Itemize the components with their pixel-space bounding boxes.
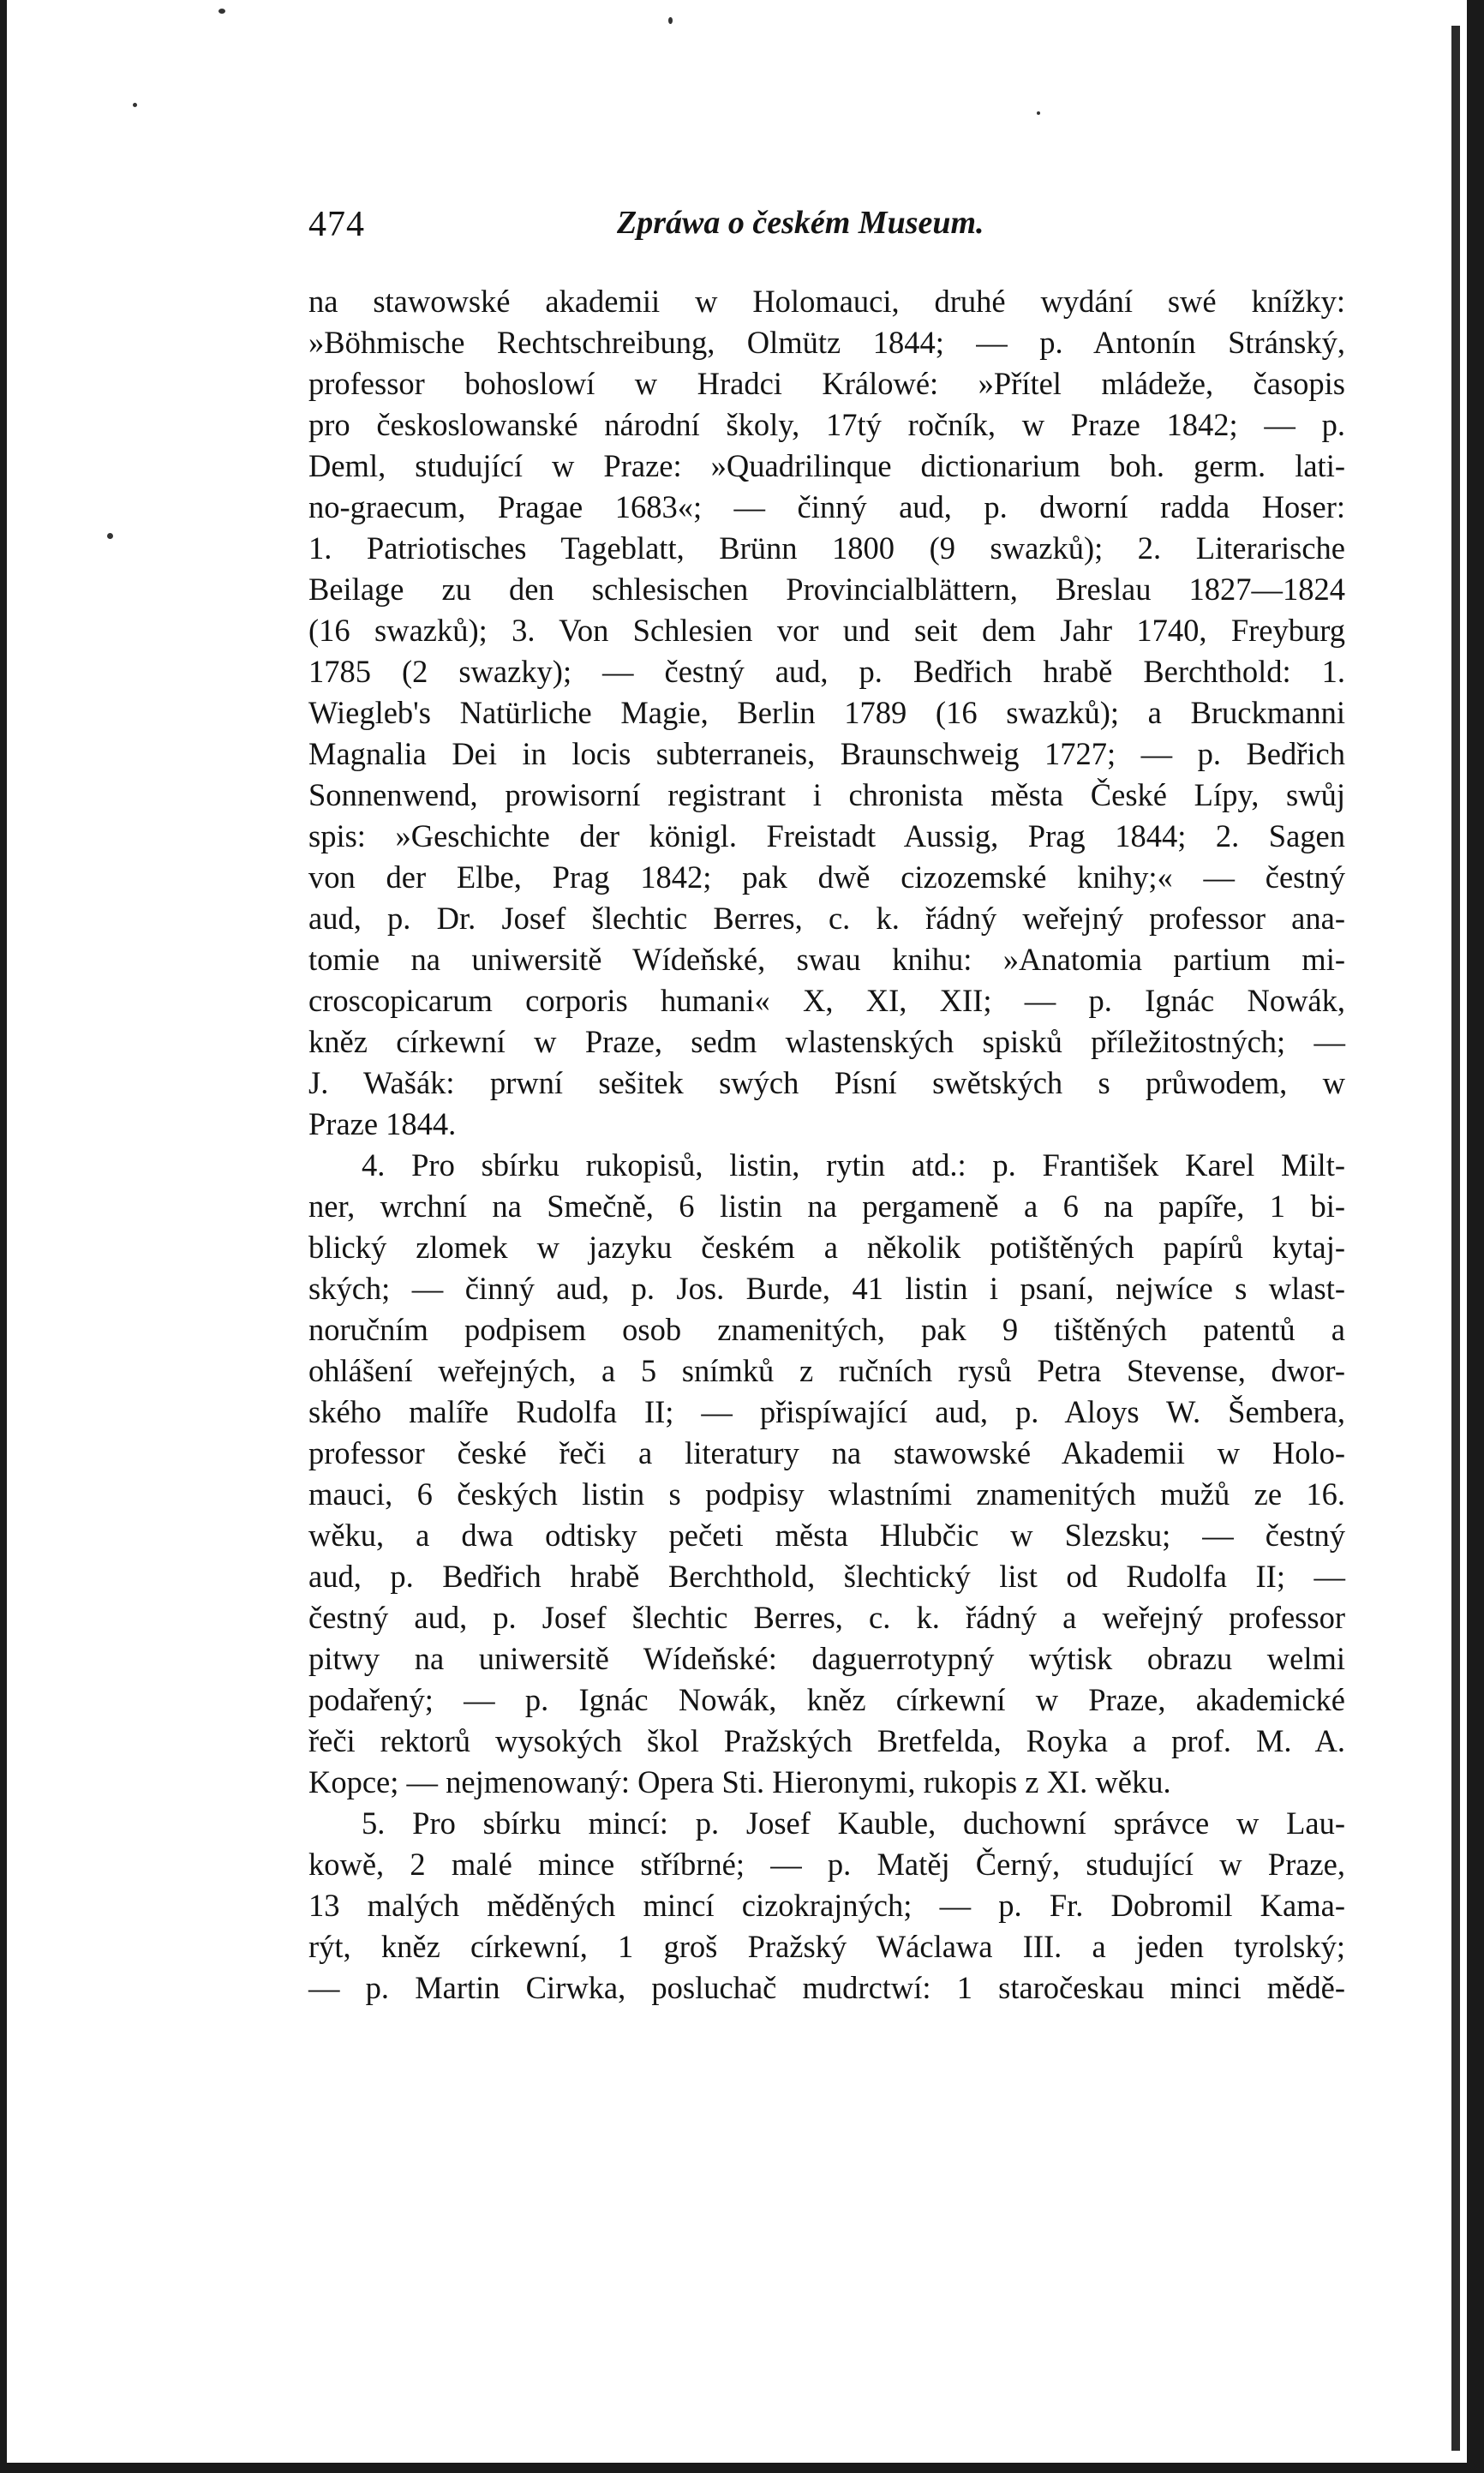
scan-border-right-inner [1451,26,1460,2451]
text-line: Deml, studující w Praze: »Quadrilinque dictionarium boh. germ. lati- [308,448,1345,483]
text-line: Sonnenwend, prowisorní registrant i chronista města České Lípy, swůj [308,777,1345,812]
text-line: Beilage zu den schlesischen Provincialblättern, Breslau 1827—1824 [308,572,1345,607]
text-line: blický zlomek w jazyku českém a několik potištěných papírů kytaj- [308,1230,1345,1265]
text-line: Wiegleb's Natürliche Magie, Berlin 1789 (16 swazků); a Bruckmanni [308,695,1345,730]
text-line: kowě, 2 malé mince stříbrné; — p. Matěj Černý, studující w Praze, [308,1847,1345,1882]
text-line: croscopicarum corporis humani« X, XI, XII; — p. Ignác Nowák, [308,983,1345,1018]
scan-border-bottom [0,2463,1484,2473]
text-line: Magnalia Dei in locis subterraneis, Braunschweig 1727; — p. Bedřich [308,736,1345,771]
text-line-section-5: 5. Pro sbírku mincí: p. Josef Kauble, duchowní správce w Lau- [362,1805,1345,1841]
text-line: no-graecum, Pragae 1683«; — činný aud, p. dworní radda Hoser: [308,489,1345,524]
body-text [308,281,1345,2009]
scan-speck [668,17,673,24]
text-line: spis: »Geschichte der königl. Freistadt Aussig, Prag 1844; 2. Sagen [308,818,1345,853]
text-line: kněz církewní w Praze, sedm wlastenských spisků příležitostných; — [308,1024,1345,1059]
text-line: řeči rektorů wysokých škol Pražských Bretfelda, Royka a prof. M. A. [308,1723,1345,1758]
text-line: Praze 1844. [308,1106,457,1141]
text-line: 13 malých měděných mincí cizokrajných; — p. Fr. Dobromil Kama- [308,1888,1345,1923]
text-line-section-4: 4. Pro sbírku rukopisů, listin, rytin atd.: p. František Karel Milt- [362,1147,1345,1183]
text-line: wěku, a dwa odtisky pečeti města Hlubčic w Slezsku; — čestný [308,1518,1345,1553]
text-line: J. Wašák: prwní sešitek swých Písní swětských s průwodem, w [308,1065,1345,1100]
text-line: noručním podpisem osob znamenitých, pak 9 tištěných patentů a [308,1312,1345,1347]
text-line: von der Elbe, Prag 1842; pak dwě cizozemské knihy;« — čestný [308,859,1345,895]
text-line: Kopce; — nejmenowaný: Opera Sti. Hieronymi, rukopis z XI. wěku. [308,1764,1171,1799]
running-head [308,171,1345,244]
document-page [308,171,1345,2005]
text-line: ských; — činný aud, p. Jos. Burde, 41 listin i psaní, nejwíce s wlast- [308,1271,1345,1306]
text-line: pitwy na uniwersitě Wídeňské: daguerrotypný wýtisk obrazu welmi [308,1641,1345,1676]
scan-border-left [0,0,7,2473]
text-line: ohlášení weřejných, a 5 snímků z ručních rysů Petra Stevense, dwor- [308,1353,1345,1388]
text-line: professor české řeči a literatury na stawowské Akademii w Holo- [308,1435,1345,1470]
text-line: ského malíře Rudolfa II; — přispíwající aud, p. Aloys W. Šembera, [308,1394,1345,1429]
text-line: (16 swazků); 3. Von Schlesien vor und seit dem Jahr 1740, Freyburg [308,613,1345,648]
text-line: professor bohoslowí w Hradci Králowé: »Přítel mládeže, časopis [308,366,1345,401]
page-number: 474 [308,205,365,244]
text-line: na stawowské akademii w Holomauci, druhé wydání swé knížky: [308,284,1345,319]
text-line: »Böhmische Rechtschreibung, Olmütz 1844; — p. Antonín Stránský, [308,325,1345,360]
scan-border-right [1467,0,1484,2473]
text-line: aud, p. Bedřich hrabě Berchthold, šlechtický list od Rudolfa II; — [308,1559,1345,1594]
text-line: ner, wrchní na Smečně, 6 listin na pergameně a 6 na papíře, 1 bi- [308,1189,1345,1224]
text-line: rýt, kněz církewní, 1 groš Pražský Wáclawa III. a jeden tyrolský; [308,1929,1345,1964]
running-title: Zpráwa o českém Museum. [617,205,984,241]
text-line: pro českoslowanské národní školy, 17tý ročník, w Praze 1842; — p. [308,407,1345,442]
scan-speck [1037,111,1040,115]
scan-speck [133,103,137,107]
text-line: 1. Patriotisches Tageblatt, Brünn 1800 (9 swazků); 2. Literarische [308,530,1345,566]
text-line: — p. Martin Cirwka, posluchač mudrctwí: 1 staročeskau minci mědě- [308,1970,1345,2005]
text-line: čestný aud, p. Josef šlechtic Berres, c. k. řádný a weřejný professor [308,1600,1345,1635]
text-line: podařený; — p. Ignác Nowák, kněz církewní w Praze, akademické [308,1682,1345,1717]
text-line: tomie na uniwersitě Wídeňské, swau knihu: »Anatomia partium mi- [308,942,1345,977]
text-line: mauci, 6 českých listin s podpisy wlastními znamenitých mužů ze 16. [308,1476,1345,1512]
text-line: aud, p. Dr. Josef šlechtic Berres, c. k. řádný weřejný professor ana- [308,901,1345,936]
scan-speck [218,9,225,14]
scan-speck [107,533,113,539]
text-line: 1785 (2 swazky); — čestný aud, p. Bedřich hrabě Berchthold: 1. [308,654,1345,689]
